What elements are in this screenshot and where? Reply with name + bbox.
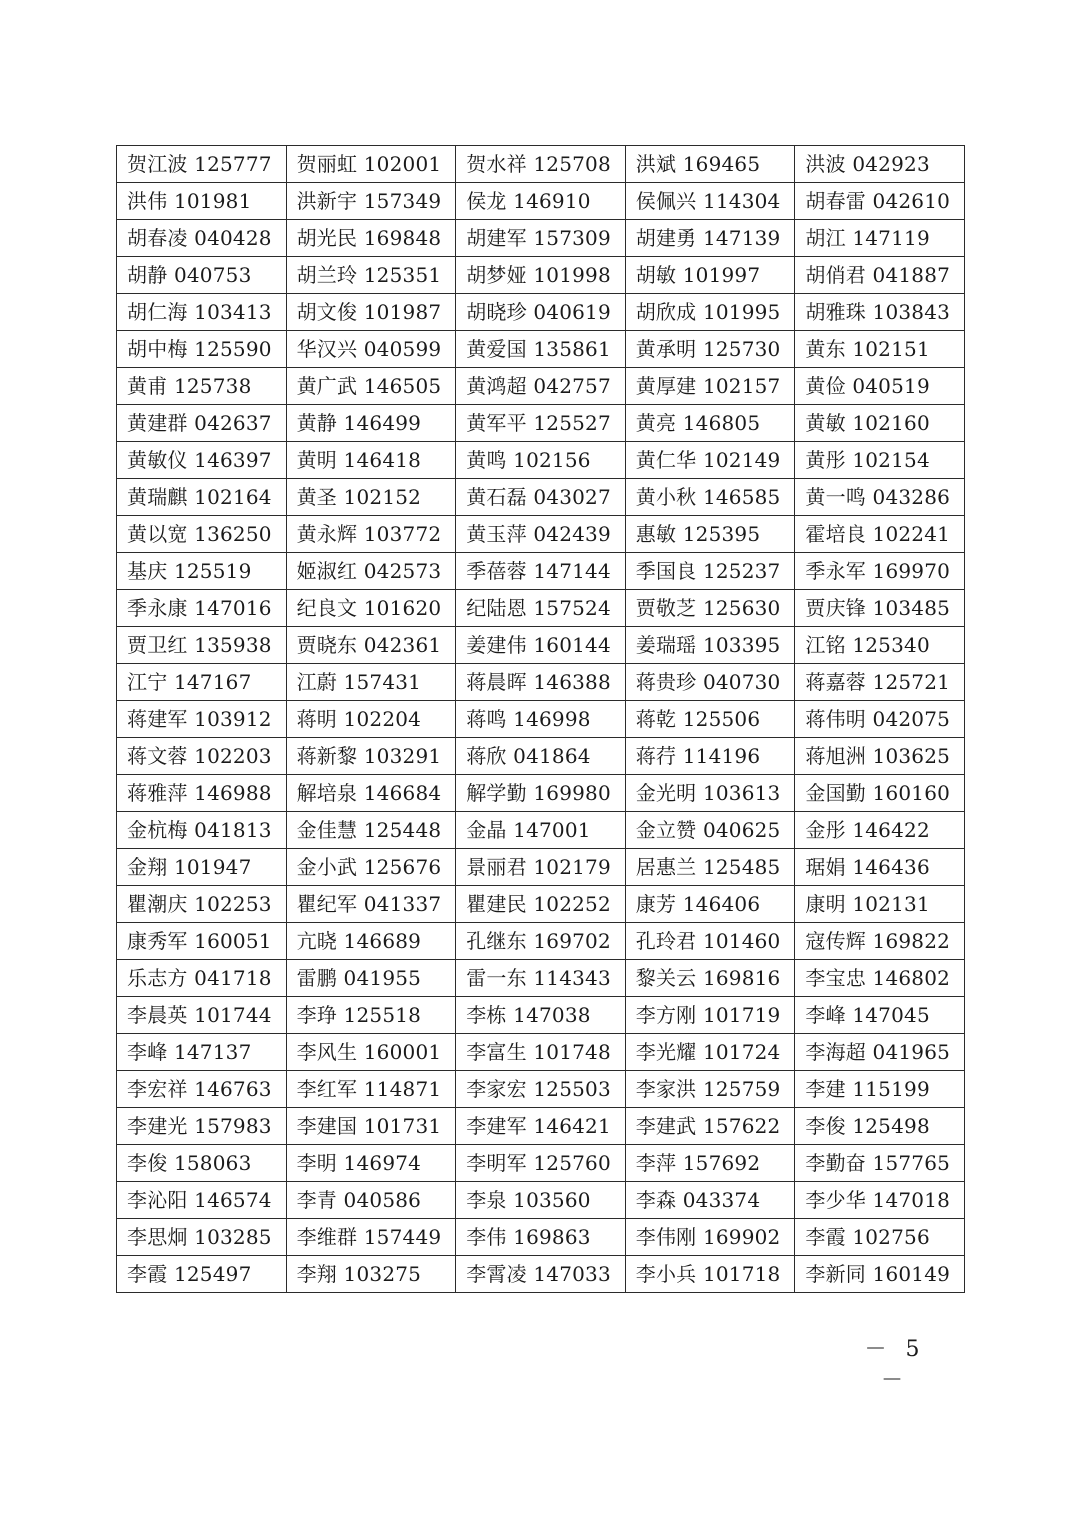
table-row <box>117 183 965 220</box>
table-cell: 李伟 169863 <box>456 1219 626 1256</box>
table-row <box>117 368 965 405</box>
table-cell: 蒋新黎 103291 <box>286 738 456 775</box>
table-cell: 瞿纪军 041337 <box>286 886 456 923</box>
table-cell: 黄鸣 102156 <box>456 442 626 479</box>
table-cell: 李森 043374 <box>625 1182 795 1219</box>
table-row <box>117 775 965 812</box>
table-cell: 胡兰玲 125351 <box>286 257 456 294</box>
table-cell: 李泉 103560 <box>456 1182 626 1219</box>
table-cell: 李明军 125760 <box>456 1145 626 1182</box>
table-cell: 李宏祥 146763 <box>117 1071 287 1108</box>
table-cell: 蒋雅萍 146988 <box>117 775 287 812</box>
table-row <box>117 738 965 775</box>
table-row <box>117 1182 965 1219</box>
table-cell: 黄军平 125527 <box>456 405 626 442</box>
table-row <box>117 812 965 849</box>
table-cell: 康芳 146406 <box>625 886 795 923</box>
table-cell: 蒋明 102204 <box>286 701 456 738</box>
table-cell: 孔玲君 101460 <box>625 923 795 960</box>
table-cell: 胡静 040753 <box>117 257 287 294</box>
table-cell: 黄小秋 146585 <box>625 479 795 516</box>
table-cell: 洪斌 169465 <box>625 146 795 183</box>
table-cell: 李霄凌 147033 <box>456 1256 626 1293</box>
table-cell: 金晶 147001 <box>456 812 626 849</box>
table-cell: 李少华 147018 <box>795 1182 965 1219</box>
table-cell: 纪陆恩 157524 <box>456 590 626 627</box>
table-row <box>117 1071 965 1108</box>
table-cell: 解培泉 146684 <box>286 775 456 812</box>
table-cell: 李红军 114871 <box>286 1071 456 1108</box>
table-cell: 蒋贵珍 040730 <box>625 664 795 701</box>
table-cell: 黄俭 040519 <box>795 368 965 405</box>
table-cell: 胡梦娅 101998 <box>456 257 626 294</box>
table-cell: 李伟刚 169902 <box>625 1219 795 1256</box>
table-cell: 康明 102131 <box>795 886 965 923</box>
table-cell: 黄彤 102154 <box>795 442 965 479</box>
table-cell: 蒋旭洲 103625 <box>795 738 965 775</box>
table-cell: 李方刚 101719 <box>625 997 795 1034</box>
table-cell: 李俊 158063 <box>117 1145 287 1182</box>
table-cell: 李家宏 125503 <box>456 1071 626 1108</box>
table-cell: 胡建勇 147139 <box>625 220 795 257</box>
table-cell: 康秀军 160051 <box>117 923 287 960</box>
page-number: － 5 － <box>864 1337 926 1393</box>
table-row <box>117 590 965 627</box>
table-cell: 蒋文蓉 102203 <box>117 738 287 775</box>
table-cell: 金彤 146422 <box>795 812 965 849</box>
table-cell: 侯龙 146910 <box>456 183 626 220</box>
table-cell: 乐志方 041718 <box>117 960 287 997</box>
table-cell: 李宝忠 146802 <box>795 960 965 997</box>
table-cell: 李俊 125498 <box>795 1108 965 1145</box>
table-cell: 李富生 101748 <box>456 1034 626 1071</box>
table-cell: 李风生 160001 <box>286 1034 456 1071</box>
table-cell: 李沁阳 146574 <box>117 1182 287 1219</box>
table-cell: 基庆 125519 <box>117 553 287 590</box>
table-cell: 金小武 125676 <box>286 849 456 886</box>
table-cell: 寇传辉 169822 <box>795 923 965 960</box>
table-cell: 亢晓 146689 <box>286 923 456 960</box>
table-cell: 李小兵 101718 <box>625 1256 795 1293</box>
table-cell: 黄承明 125730 <box>625 331 795 368</box>
table-cell: 黄圣 102152 <box>286 479 456 516</box>
table-row <box>117 997 965 1034</box>
table-cell: 惠敏 125395 <box>625 516 795 553</box>
table-row <box>117 146 965 183</box>
table-row <box>117 923 965 960</box>
table-cell: 李维群 157449 <box>286 1219 456 1256</box>
table-cell: 居惠兰 125485 <box>625 849 795 886</box>
table-row <box>117 257 965 294</box>
table-cell: 雷鹏 041955 <box>286 960 456 997</box>
table-cell: 黄静 146499 <box>286 405 456 442</box>
table-cell: 李海超 041965 <box>795 1034 965 1071</box>
table-cell: 李霞 125497 <box>117 1256 287 1293</box>
table-cell: 李建 115199 <box>795 1071 965 1108</box>
table-cell: 江铭 125340 <box>795 627 965 664</box>
table-cell: 李思炯 103285 <box>117 1219 287 1256</box>
table-cell: 季蓓蓉 147144 <box>456 553 626 590</box>
table-cell: 姜建伟 160144 <box>456 627 626 664</box>
table-row <box>117 331 965 368</box>
table-cell: 黄东 102151 <box>795 331 965 368</box>
roster-table-body <box>117 146 965 1293</box>
table-cell: 华汉兴 040599 <box>286 331 456 368</box>
table-cell: 解学勤 169980 <box>456 775 626 812</box>
table-cell: 黄建群 042637 <box>117 405 287 442</box>
table-cell: 李建军 146421 <box>456 1108 626 1145</box>
table-cell: 季永康 147016 <box>117 590 287 627</box>
table-cell: 霍培良 102241 <box>795 516 965 553</box>
table-cell: 姬淑红 042573 <box>286 553 456 590</box>
table-cell: 李明 146974 <box>286 1145 456 1182</box>
table-cell: 黄玉萍 042439 <box>456 516 626 553</box>
table-cell: 季国良 125237 <box>625 553 795 590</box>
table-cell: 黄亮 146805 <box>625 405 795 442</box>
table-cell: 胡敏 101997 <box>625 257 795 294</box>
table-cell: 李栋 147038 <box>456 997 626 1034</box>
table-row <box>117 294 965 331</box>
table-cell: 胡中梅 125590 <box>117 331 287 368</box>
table-cell: 李建光 157983 <box>117 1108 287 1145</box>
table-cell: 孔继东 169702 <box>456 923 626 960</box>
table-cell: 蒋鸣 146998 <box>456 701 626 738</box>
table-cell: 雷一东 114343 <box>456 960 626 997</box>
table-cell: 蒋晨晖 146388 <box>456 664 626 701</box>
table-cell: 李翔 103275 <box>286 1256 456 1293</box>
table-row <box>117 220 965 257</box>
table-cell: 李家洪 125759 <box>625 1071 795 1108</box>
table-cell: 胡雅珠 103843 <box>795 294 965 331</box>
table-cell: 纪良文 101620 <box>286 590 456 627</box>
table-cell: 金杭梅 041813 <box>117 812 287 849</box>
table-cell: 蒋欣 041864 <box>456 738 626 775</box>
name-roster-table <box>116 145 965 1293</box>
table-row <box>117 553 965 590</box>
table-cell: 姜瑞瑶 103395 <box>625 627 795 664</box>
table-cell: 蒋伟明 042075 <box>795 701 965 738</box>
table-cell: 黄爱国 135861 <box>456 331 626 368</box>
table-cell: 金光明 103613 <box>625 775 795 812</box>
table-cell: 胡春雷 042610 <box>795 183 965 220</box>
table-cell: 江宁 147167 <box>117 664 287 701</box>
table-cell: 黄广武 146505 <box>286 368 456 405</box>
table-cell: 胡欣成 101995 <box>625 294 795 331</box>
table-cell: 李琤 125518 <box>286 997 456 1034</box>
table-cell: 江蔚 157431 <box>286 664 456 701</box>
table-cell: 胡建军 157309 <box>456 220 626 257</box>
table-cell: 李青 040586 <box>286 1182 456 1219</box>
table-cell: 李光耀 101724 <box>625 1034 795 1071</box>
table-row <box>117 442 965 479</box>
table-cell: 瞿建民 102252 <box>456 886 626 923</box>
table-cell: 金佳慧 125448 <box>286 812 456 849</box>
table-cell: 贾晓东 042361 <box>286 627 456 664</box>
table-cell: 胡江 147119 <box>795 220 965 257</box>
table-row <box>117 516 965 553</box>
table-cell: 黄甫 125738 <box>117 368 287 405</box>
table-cell: 李建武 157622 <box>625 1108 795 1145</box>
table-cell: 李晨英 101744 <box>117 997 287 1034</box>
table-cell: 侯佩兴 114304 <box>625 183 795 220</box>
table-row <box>117 405 965 442</box>
table-row <box>117 1256 965 1293</box>
table-cell: 黄厚建 102157 <box>625 368 795 405</box>
table-cell: 蒋荇 114196 <box>625 738 795 775</box>
table-cell: 黄敏 102160 <box>795 405 965 442</box>
table-cell: 李峰 147137 <box>117 1034 287 1071</box>
table-cell: 黄永辉 103772 <box>286 516 456 553</box>
table-cell: 黄以宽 136250 <box>117 516 287 553</box>
table-cell: 胡晓珍 040619 <box>456 294 626 331</box>
table-row <box>117 849 965 886</box>
table-row <box>117 1219 965 1256</box>
table-cell: 胡俏君 041887 <box>795 257 965 294</box>
table-row <box>117 664 965 701</box>
table-cell: 黄敏仪 146397 <box>117 442 287 479</box>
table-cell: 黄仁华 102149 <box>625 442 795 479</box>
table-cell: 蒋乾 125506 <box>625 701 795 738</box>
table-cell: 洪新宇 157349 <box>286 183 456 220</box>
table-row <box>117 1108 965 1145</box>
table-row <box>117 886 965 923</box>
table-cell: 洪波 042923 <box>795 146 965 183</box>
table-cell: 贺水祥 125708 <box>456 146 626 183</box>
table-cell: 胡光民 169848 <box>286 220 456 257</box>
table-cell: 李萍 157692 <box>625 1145 795 1182</box>
table-cell: 李勤奋 157765 <box>795 1145 965 1182</box>
table-cell: 瞿潮庆 102253 <box>117 886 287 923</box>
table-cell: 贺丽虹 102001 <box>286 146 456 183</box>
table-row <box>117 479 965 516</box>
table-cell: 李霞 102756 <box>795 1219 965 1256</box>
table-cell: 黄鸿超 042757 <box>456 368 626 405</box>
table-cell: 李新同 160149 <box>795 1256 965 1293</box>
table-row <box>117 960 965 997</box>
table-row <box>117 701 965 738</box>
table-cell: 金翔 101947 <box>117 849 287 886</box>
table-cell: 黎关云 169816 <box>625 960 795 997</box>
table-row <box>117 1145 965 1182</box>
table-cell: 胡仁海 103413 <box>117 294 287 331</box>
table-cell: 黄一鸣 043286 <box>795 479 965 516</box>
table-cell: 贺江波 125777 <box>117 146 287 183</box>
table-cell: 金立赞 040625 <box>625 812 795 849</box>
table-cell: 金国勤 160160 <box>795 775 965 812</box>
table-cell: 景丽君 102179 <box>456 849 626 886</box>
table-cell: 胡文俊 101987 <box>286 294 456 331</box>
table-cell: 李建国 101731 <box>286 1108 456 1145</box>
table-cell: 黄石磊 043027 <box>456 479 626 516</box>
table-cell: 黄瑞麒 102164 <box>117 479 287 516</box>
table-cell: 李峰 147045 <box>795 997 965 1034</box>
table-cell: 蒋建军 103912 <box>117 701 287 738</box>
table-row <box>117 1034 965 1071</box>
table-row <box>117 627 965 664</box>
table-cell: 洪伟 101981 <box>117 183 287 220</box>
table-cell: 贾庆锋 103485 <box>795 590 965 627</box>
table-cell: 季永军 169970 <box>795 553 965 590</box>
table-cell: 蒋嘉蓉 125721 <box>795 664 965 701</box>
table-cell: 琚娟 146436 <box>795 849 965 886</box>
table-cell: 胡春凌 040428 <box>117 220 287 257</box>
table-cell: 黄明 146418 <box>286 442 456 479</box>
table-cell: 贾卫红 135938 <box>117 627 287 664</box>
table-cell: 贾敬芝 125630 <box>625 590 795 627</box>
